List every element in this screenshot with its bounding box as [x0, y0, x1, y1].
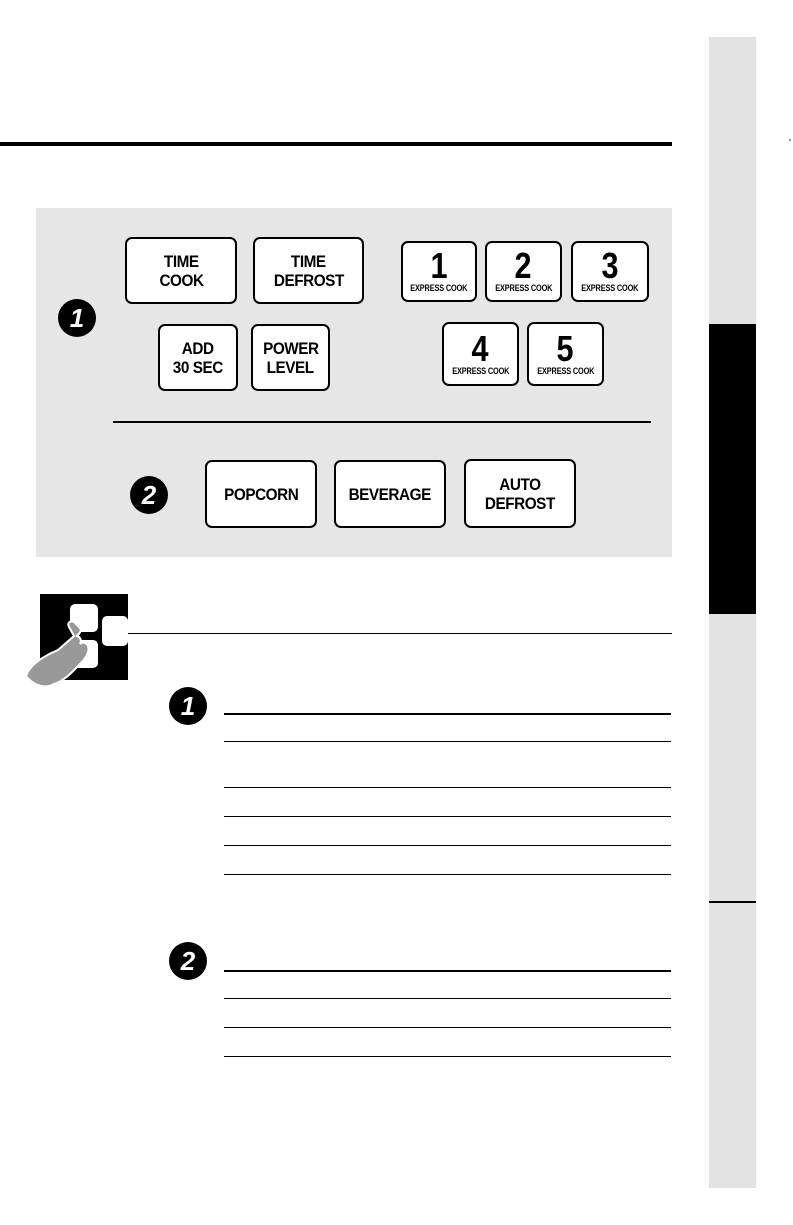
beverage-button[interactable] [334, 460, 446, 528]
express-cook-1-button[interactable] [401, 241, 477, 302]
group-2-badge [130, 476, 168, 514]
table-2-row-rule [224, 1027, 671, 1028]
beverage-label: BEVERAGE [348, 484, 432, 504]
express-cook-3-number: 3 [601, 245, 619, 286]
add-30-sec-label-line2: 30 SEC [172, 357, 224, 377]
table-2-row-rule [224, 1056, 671, 1057]
express-cook-5-label: EXPRESS COOK [536, 365, 595, 376]
panel-divider [113, 421, 651, 423]
express-cook-2-number: 2 [514, 245, 533, 286]
express-cook-2-label: EXPRESS COOK [494, 283, 553, 293]
margin-mark: ' [789, 138, 791, 149]
power-level-label-line2: LEVEL [266, 357, 315, 377]
section-rule [128, 633, 672, 634]
express-cook-1-number: 1 [430, 245, 448, 286]
table-1-row-rule [224, 845, 671, 846]
control-panel [36, 208, 672, 557]
section-tab-2-active[interactable] [709, 324, 756, 614]
table-1-header-rule [224, 713, 671, 715]
power-level-label-line1: POWER [262, 338, 319, 358]
group-2-badge-number: 2 [141, 480, 157, 510]
table-2-header-rule [224, 970, 671, 972]
table-1-row-rule [224, 874, 671, 875]
time-defrost-label-line1: TIME [291, 251, 326, 271]
express-cook-4-label: EXPRESS COOK [451, 365, 510, 376]
section-2-badge-number: 2 [180, 946, 196, 976]
group-1-badge-number: 1 [69, 303, 85, 333]
time-defrost-button[interactable] [253, 237, 364, 304]
touch-pad-hand-icon [22, 594, 128, 692]
time-cook-label-line1: TIME [163, 251, 199, 271]
auto-defrost-label-line2: DEFROST [485, 493, 555, 513]
section-1-badge [169, 687, 207, 725]
express-cook-4-button[interactable] [442, 322, 519, 386]
section-1-badge-number: 1 [180, 691, 196, 721]
popcorn-label: POPCORN [223, 484, 299, 504]
express-cook-4-number: 4 [471, 327, 490, 369]
table-1-row-rule [224, 741, 671, 742]
time-cook-button[interactable] [125, 237, 237, 304]
express-cook-3-label: EXPRESS COOK [581, 283, 639, 293]
express-cook-5-number: 5 [556, 327, 575, 369]
section-tab-3[interactable] [709, 614, 756, 901]
popcorn-button[interactable] [205, 460, 317, 528]
time-cook-label-line2: COOK [158, 270, 204, 290]
header-rule [0, 142, 672, 146]
section-2-badge [169, 942, 207, 980]
add-30-sec-label-line1: ADD [182, 338, 214, 358]
section-tab-1[interactable] [709, 37, 756, 324]
section-tab-4[interactable] [709, 901, 756, 1188]
auto-defrost-label-line1: AUTO [499, 474, 541, 494]
time-defrost-label-line2: DEFROST [273, 270, 344, 290]
add-30-sec-button[interactable] [158, 324, 238, 391]
table-2-row-rule [224, 998, 671, 999]
express-cook-3-button[interactable] [571, 241, 649, 302]
express-cook-5-button[interactable] [527, 322, 604, 386]
table-1-row-rule [224, 787, 671, 788]
table-1-row-rule [224, 816, 671, 817]
express-cook-1-label: EXPRESS COOK [410, 283, 468, 293]
group-1-badge [58, 299, 96, 337]
power-level-button[interactable] [251, 324, 330, 391]
express-cook-2-button[interactable] [485, 241, 562, 302]
auto-defrost-button[interactable] [464, 459, 576, 528]
